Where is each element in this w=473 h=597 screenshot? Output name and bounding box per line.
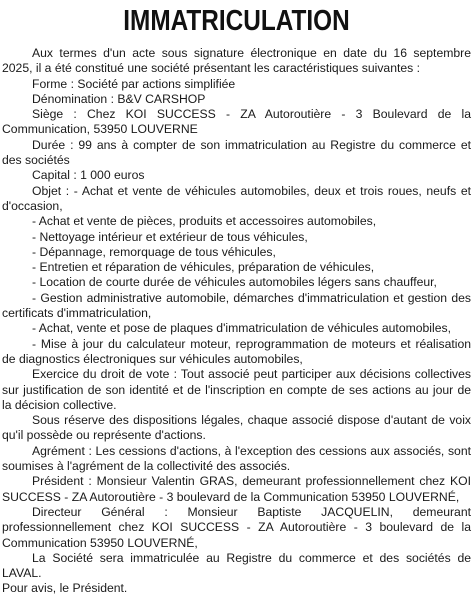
paragraph-votes: Sous réserve des dispositions légales, chaque associé dispose d'autant de voix qu'il possède ou représente d'actions. [2, 413, 471, 443]
paragraph-purpose: Objet : - Achat et vente de véhicules automobiles, deux et trois roues, neufs et d'occasion, [2, 183, 471, 213]
purpose-item: - Achat et vente de pièces, produits et accessoires automobiles, [32, 214, 377, 229]
purpose-item: - Entretien et réparation de véhicules, préparation de véhicules, [32, 260, 375, 275]
paragraph-signature: Pour avis, le Président. [2, 581, 128, 596]
paragraph-president: Président : Monsieur Valentin GRAS, demeurant professionnellement chez KOI SUCCESS - ZA Autoroutière - 3 boulevard de la Communication 53950 LOUVERNÉ, [2, 474, 471, 504]
purpose-item: - Location de courte durée de véhicules automobiles légers sans chauffeur, [32, 275, 437, 290]
paragraph-seat: Siège : Chez KOI SUCCESS - ZA Autoroutière - 3 Boulevard de la Communication, 53950 LOUVERNE [2, 107, 471, 137]
paragraph-intro: Aux termes d'un acte sous signature électronique en date du 16 septembre 2025, il a été constitué une société présentant les caractéristiques suivantes : [2, 46, 471, 76]
paragraph-name: Dénomination : B&V CARSHOP [32, 91, 206, 106]
paragraph-registration: La Société sera immatriculée au Registre du commerce et des sociétés de LAVAL. [2, 550, 471, 581]
paragraph-capital: Capital : 1 000 euros [32, 168, 145, 183]
paragraph-form: Forme : Société par actions simplifiée [32, 76, 236, 91]
purpose-item: - Dépannage, remorquage de tous véhicules, [32, 244, 276, 259]
purpose-item: - Nettoyage intérieur et extérieur de tous véhicules, [32, 229, 308, 244]
paragraph-duration: Durée : 99 ans à compter de son immatriculation au Registre du commerce et des sociétés [2, 137, 471, 168]
paragraph-director: Directeur Général : Monsieur Baptiste JACQUELIN, demeurant professionnellement chez KOI SUCCESS - ZA Autoroutière - 3 boulevard de la Communication 53950 LOUVERNÉ, [2, 504, 471, 550]
notice-title: IMMATRICULATION [123, 5, 350, 37]
paragraph-voting: Exercice du droit de vote : Tout associé peut participer aux décisions collectives sur justification de son identité et de l'inscription en compte de ses actions au jour de la décision collective. [2, 367, 471, 412]
paragraph-approval: Agrément : Les cessions d'actions, à l'exception des cessions aux associés, sont soumises à l'agrément de la collectivité des associés. [2, 443, 471, 474]
purpose-item: - Achat, vente et pose de plaques d'immatriculation de véhicules automobiles, [32, 321, 451, 336]
purpose-item: - Gestion administrative automobile, démarches d'immatriculation et gestion des certificats d'immatriculation, [2, 290, 471, 321]
purpose-item: - Mise à jour du calculateur moteur, reprogrammation de moteurs et réalisation de diagnostics électroniques sur véhicules automobiles, [2, 336, 471, 366]
notice-body [2, 46, 471, 597]
